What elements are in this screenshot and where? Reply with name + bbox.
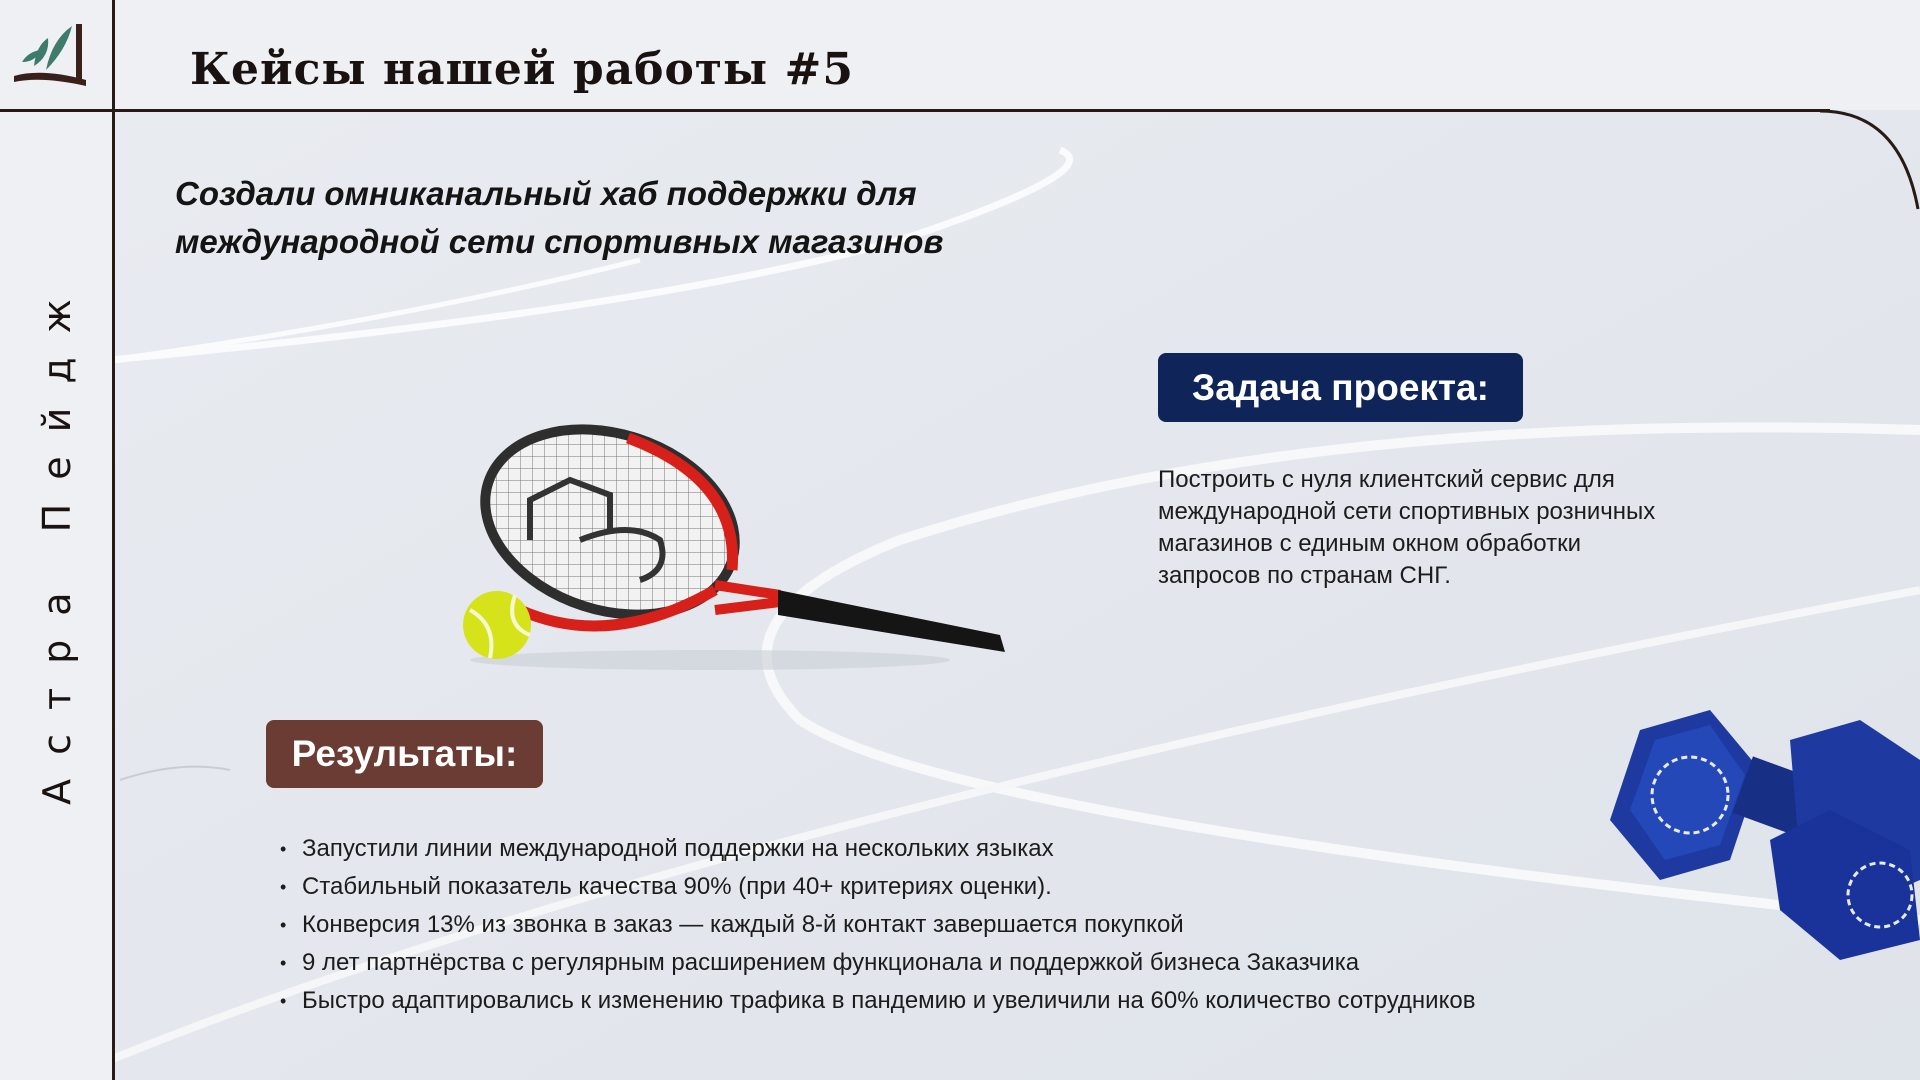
leaf-book-logo-icon [12, 20, 92, 88]
header-divider [0, 109, 1830, 112]
task-description: Построить с нуля клиентский сервис для международной сети спортивных розничных магазинов с единым окном обработки запросов по странам СНГ. [1158, 466, 1656, 589]
list-item: • Запустили линии международной поддержки на нескольких языках [280, 830, 1475, 868]
results-badge: Результаты: [266, 720, 543, 788]
brand-vertical-text: Астра Пейдж [35, 275, 79, 805]
results-list [280, 830, 1475, 1020]
page-title: Кейсы нашей работы #5 [190, 44, 854, 95]
dumbbells-icon [1600, 680, 1920, 960]
list-item: • Стабильный показатель качества 90% (при 40+ критериях оценки). [280, 868, 1475, 906]
corner-arc [1700, 109, 1920, 249]
task-badge: Задача проекта: [1158, 353, 1523, 422]
list-item: • Конверсия 13% из звонка в заказ — каждый 8-й контакт завершается покупкой [280, 906, 1475, 944]
tennis-racket-icon [460, 420, 1030, 680]
case-subtitle: Создали омниканальный хаб поддержки для международной сети спортивных магазинов [175, 175, 944, 260]
list-item: • Быстро адаптировались к изменению трафика в пандемию и увеличили на 60% количество сотрудников [280, 982, 1475, 1020]
list-item: • 9 лет партнёрства с регулярным расширением функционала и поддержкой бизнеса Заказчика [280, 944, 1475, 982]
sidebar-divider [112, 0, 115, 1080]
